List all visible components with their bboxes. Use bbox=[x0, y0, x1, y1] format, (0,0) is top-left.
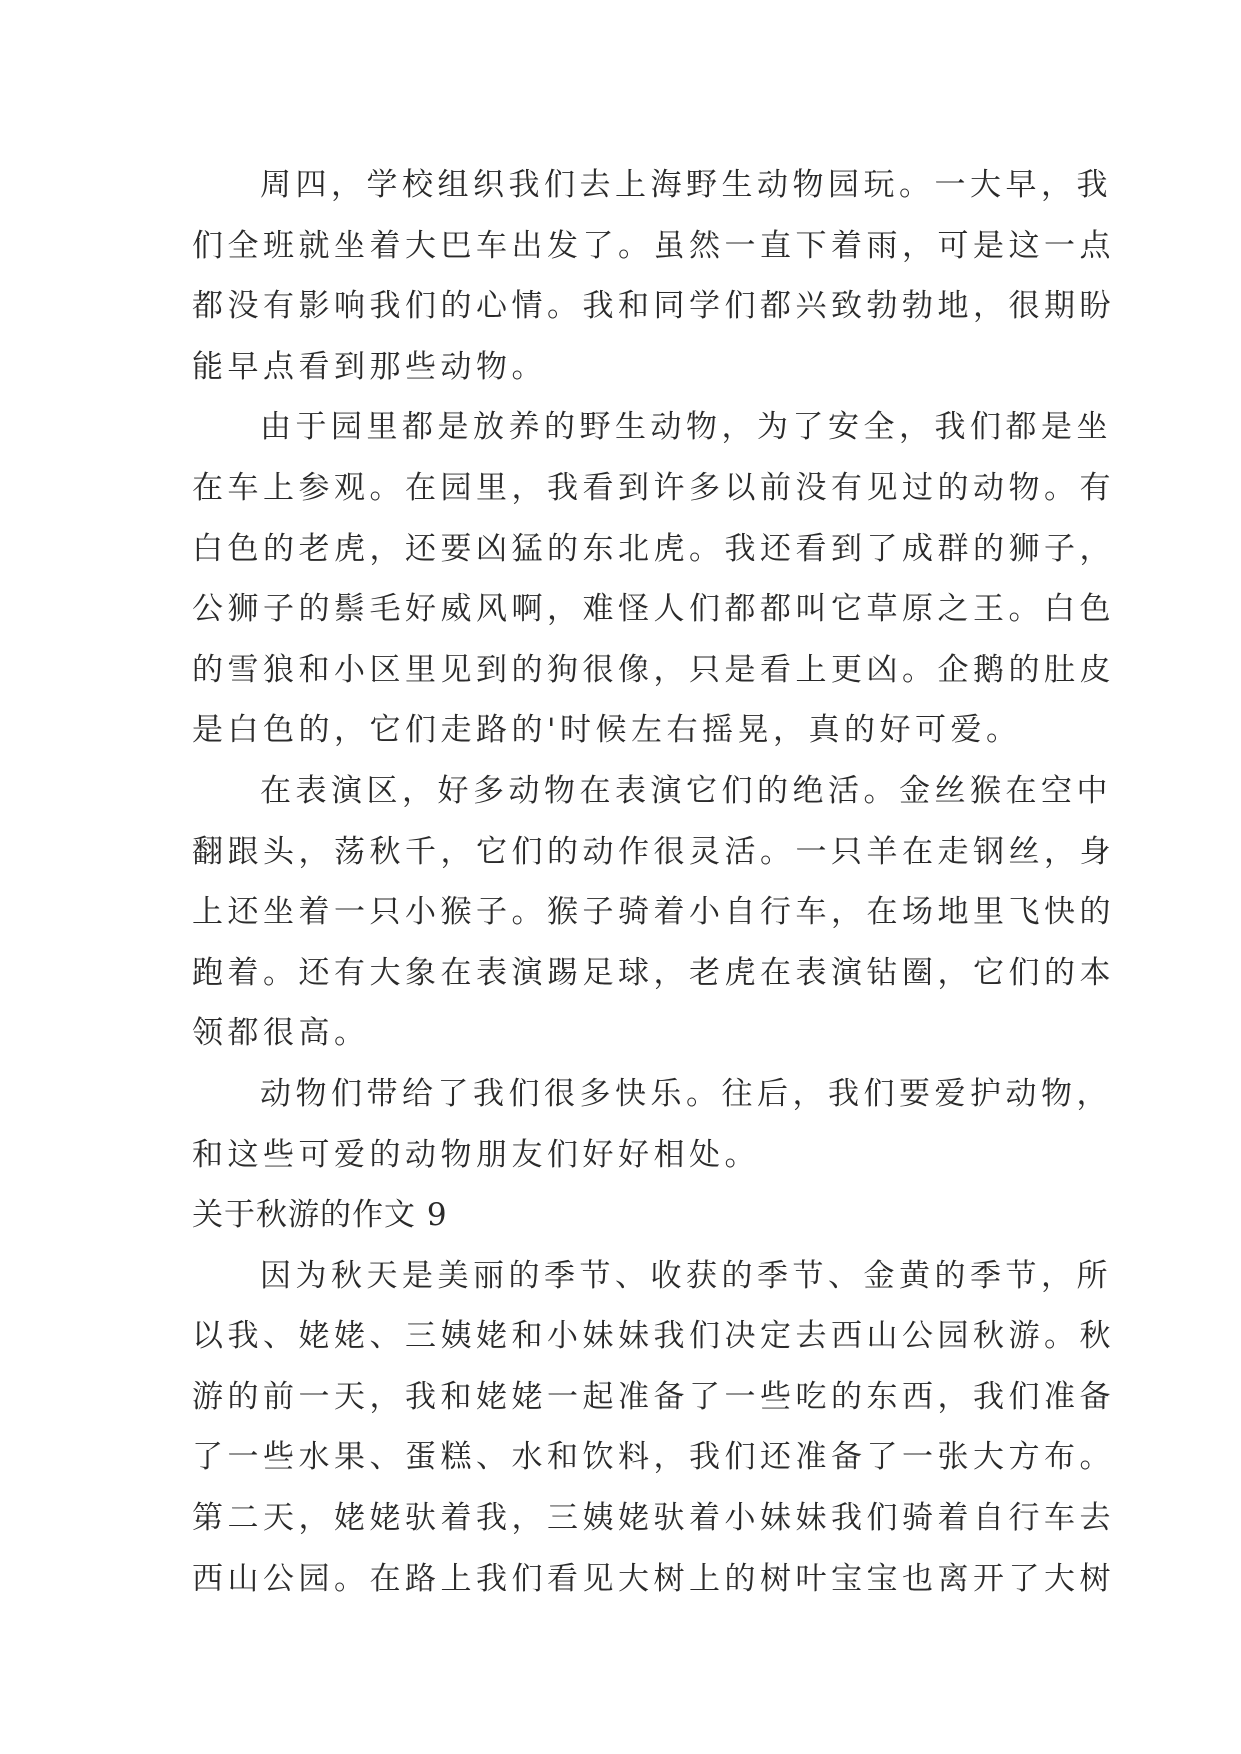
text-line: 了一些水果、蛋糕、水和饮料，我们还准备了一张大方布。 bbox=[192, 1439, 1115, 1476]
text-line: 是白色的，它们走路的'时候左右摇晃，真的好可爱。 bbox=[192, 712, 1022, 749]
text-line: 和这些可爱的动物朋友们好好相处。 bbox=[192, 1136, 760, 1173]
text-line: 第二天，姥姥驮着我，三姨姥驮着小妹妹我们骑着自行车去 bbox=[192, 1500, 1115, 1537]
text-line: 们全班就坐着大巴车出发了。虽然一直下着雨，可是这一点 bbox=[192, 227, 1115, 264]
text-line: 西山公园。在路上我们看见大树上的树叶宝宝也离开了大树 bbox=[192, 1560, 1115, 1597]
text-line: 在表演区，好多动物在表演它们的绝活。金丝猴在空中 bbox=[260, 772, 1112, 809]
document-body bbox=[192, 155, 1115, 1609]
text-line: 的雪狼和小区里见到的狗很像，只是看上更凶。企鹅的肚皮 bbox=[192, 651, 1115, 688]
text-line: 周四，学校组织我们去上海野生动物园玩。一大早，我 bbox=[260, 167, 1112, 203]
text-line: 因为秋天是美丽的季节、收获的季节、金黄的季节，所 bbox=[260, 1257, 1112, 1294]
text-line: 公狮子的鬃毛好威风啊，难怪人们都都叫它草原之王。白色 bbox=[192, 591, 1115, 628]
section-heading: 关于秋游的作文 9 bbox=[192, 1197, 448, 1234]
text-line: 动物们带给了我们很多快乐。往后，我们要爱护动物， bbox=[260, 1075, 1112, 1112]
text-line: 白色的老虎，还要凶猛的东北虎。我还看到了成群的狮子， bbox=[192, 530, 1115, 567]
text-line: 以我、姥姥、三姨姥和小妹妹我们决定去西山公园秋游。秋 bbox=[192, 1318, 1115, 1355]
text-line: 游的前一天，我和姥姥一起准备了一些吃的东西，我们准备 bbox=[192, 1378, 1115, 1415]
text-line: 由于园里都是放养的野生动物，为了安全，我们都是坐 bbox=[260, 409, 1112, 446]
text-line: 跑着。还有大象在表演踢足球，老虎在表演钻圈，它们的本 bbox=[192, 954, 1115, 991]
text-line: 上还坐着一只小猴子。猴子骑着小自行车，在场地里飞快的 bbox=[192, 894, 1115, 931]
text-line: 翻跟头，荡秋千，它们的动作很灵活。一只羊在走钢丝，身 bbox=[192, 833, 1115, 870]
text-line: 都没有影响我们的心情。我和同学们都兴致勃勃地，很期盼 bbox=[192, 288, 1115, 325]
text-line: 领都很高。 bbox=[192, 1015, 370, 1052]
text-line: 在车上参观。在园里，我看到许多以前没有见过的动物。有 bbox=[192, 469, 1115, 506]
text-line: 能早点看到那些动物。 bbox=[192, 348, 547, 385]
